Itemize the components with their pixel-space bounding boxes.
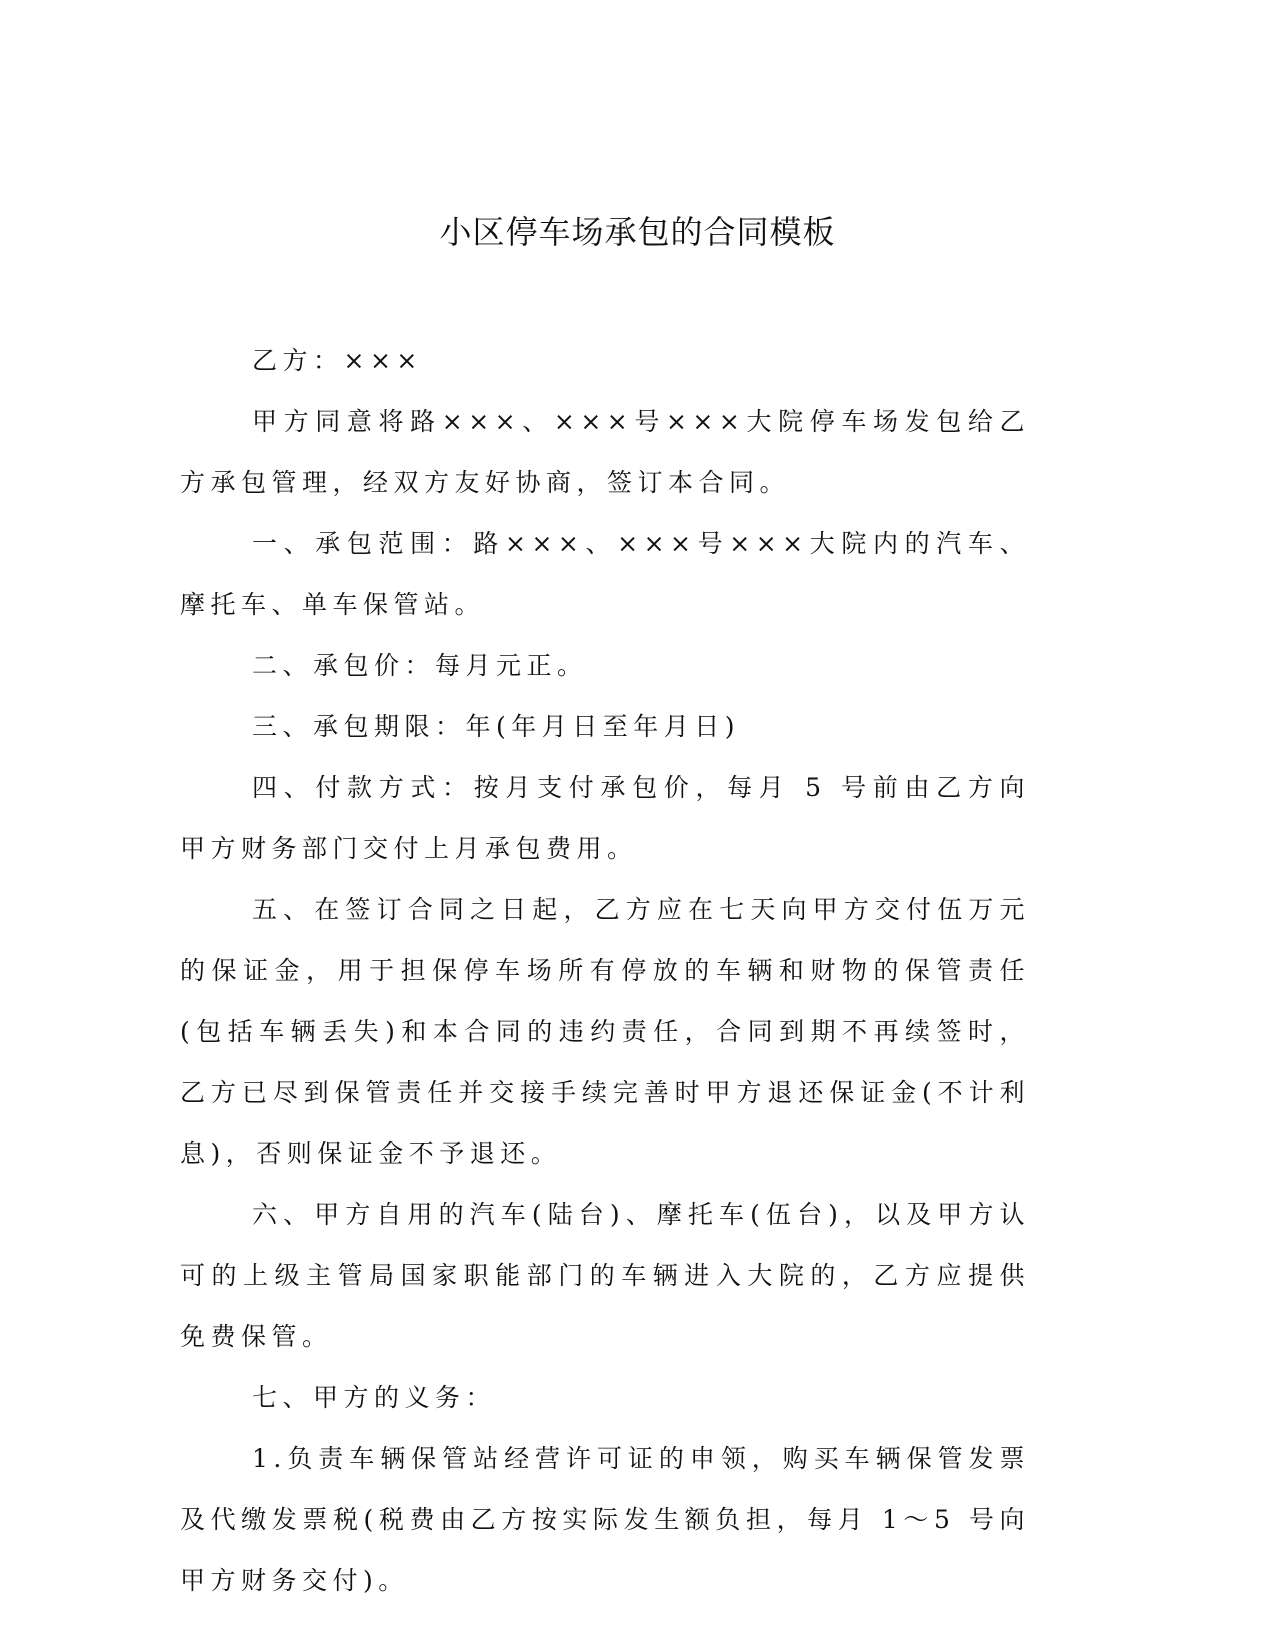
paragraph-intro: 甲方同意将路×××、×××号×××大院停车场发包给乙方承包管理，经双方友好协商，签订本合同。 — [180, 407, 1030, 497]
paragraph-clause-1-scope: 一、承包范围：路×××、×××号×××大院内的汽车、摩托车、单车保管站。 — [180, 529, 1030, 619]
paragraph-clause-7-obligations: 七、甲方的义务： — [252, 1383, 497, 1412]
paragraph-clause-5-deposit: 五、在签订合同之日起，乙方应在七天向甲方交付伍万元的保证金，用于担保停车场所有停放的车辆和财物的保管责任(包括车辆丢失)和本合同的违约责任，合同到期不再续签时，乙方已尽到保管责任并交接手续完善时甲方退还保证金(不计利息)，否则保证金不予退还。 — [180, 895, 1030, 1168]
paragraph-party-b: 乙方：××× — [252, 346, 423, 375]
paragraph-clause-3-term: 三、承包期限：年(年月日至年月日) — [252, 712, 741, 741]
paragraph-clause-4-payment: 四、付款方式：按月支付承包价，每月 5 号前由乙方向甲方财务部门交付上月承包费用。 — [180, 773, 1030, 863]
paragraph-clause-2-price: 二、承包价：每月元正。 — [252, 651, 588, 680]
document-body — [180, 330, 1030, 1611]
document-title: 小区停车场承包的合同模板 — [439, 213, 836, 251]
paragraph-obligation-1: 1.负责车辆保管站经营许可证的申领，购买车辆保管发票及代缴发票税(税费由乙方按实际发生额负担，每月 1～5 号向甲方财务交付)。 — [180, 1444, 1030, 1595]
paragraph-clause-6-free-parking: 六、甲方自用的汽车(陆台)、摩托车(伍台)，以及甲方认可的上级主管局国家职能部门的车辆进入大院的，乙方应提供免费保管。 — [180, 1200, 1030, 1351]
